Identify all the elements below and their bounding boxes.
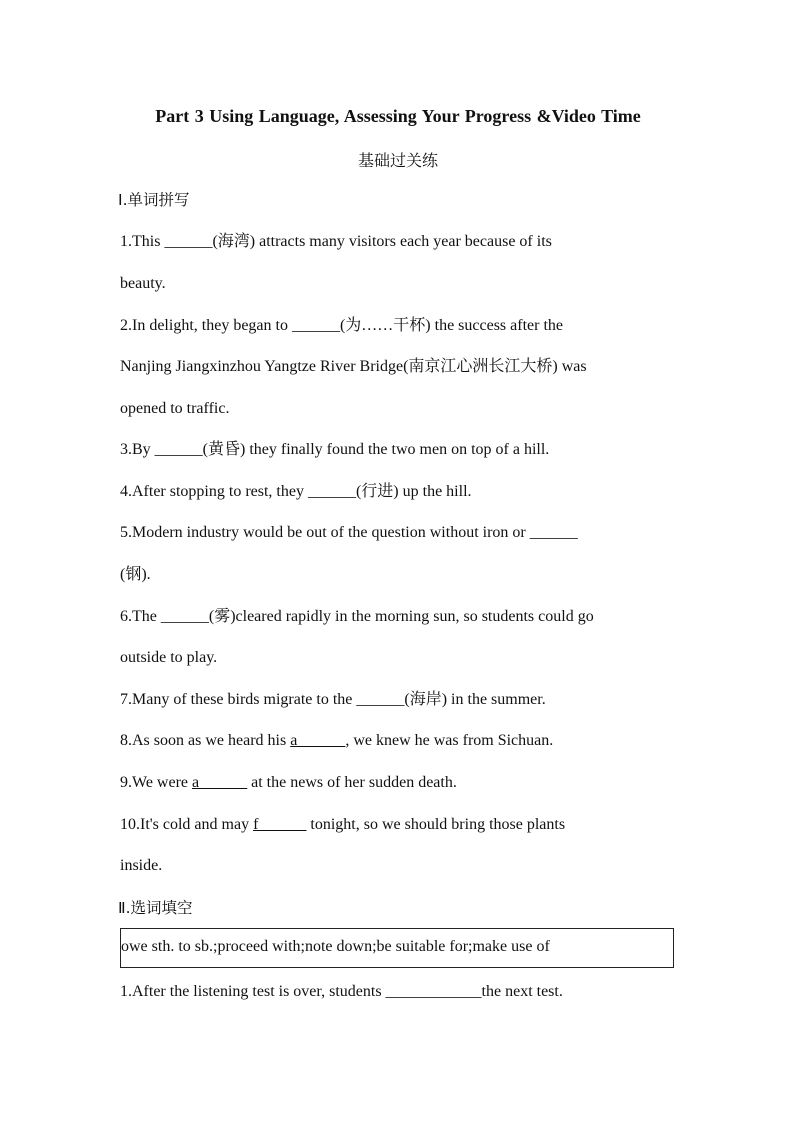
question-text: 10.It's cold and may (120, 816, 254, 833)
page-subtitle: 基础过关练 (357, 151, 438, 170)
word-bank-text: owe sth. to sb.;proceed with;note down;be suitable for;make use of (121, 938, 550, 955)
question-line: 5.Modern industry would be out of the question without iron or ______ (120, 524, 578, 541)
answer-blank[interactable]: a______ (192, 774, 248, 791)
question-line: (钢). (120, 566, 151, 583)
question-text: 9.We were (120, 774, 193, 791)
question-line: 4.After stopping to rest, they ______(行进) up the hill. (120, 483, 472, 500)
question-line-10 (120, 815, 565, 835)
question-line: 1.After the listening test is over, students ____________the next test. (120, 983, 563, 1000)
answer-blank[interactable]: f______ (253, 816, 307, 833)
question-line: opened to traffic. (120, 400, 230, 417)
question-text: tonight, so we should bring those plants (306, 816, 566, 833)
question-line-8 (120, 731, 553, 751)
question-line-9 (120, 773, 457, 793)
page-title: Part 3 Using Language, Assessing Your Progress &Video Time (155, 106, 641, 126)
question-line: outside to play. (120, 649, 218, 666)
question-line: 7.Many of these birds migrate to the ______(海岸) in the summer. (120, 691, 546, 708)
question-line: 3.By ______(黄昏) they finally found the two men on top of a hill. (120, 441, 550, 458)
word-bank-box (120, 928, 674, 968)
question-line: 1.This ______(海湾) attracts many visitors each year because of its (120, 233, 552, 250)
question-text: 8.As soon as we heard his (120, 732, 291, 749)
section-heading-spelling: Ⅰ.单词拼写 (118, 191, 190, 209)
question-line: Nanjing Jiangxinzhou Yangtze River Bridge(南京江心洲长江大桥) was (120, 358, 587, 375)
answer-blank[interactable]: a______ (290, 732, 346, 749)
question-text: at the news of her sudden death. (247, 774, 457, 791)
question-line: 2.In delight, they began to ______(为……干杯) the success after the (120, 317, 564, 334)
question-line: 6.The ______(雾)cleared rapidly in the morning sun, so students could go (120, 608, 594, 625)
section-heading-fill-in: Ⅱ.选词填空 (118, 899, 193, 917)
question-line: inside. (120, 857, 163, 874)
question-text: , we knew he was from Sichuan. (345, 732, 554, 749)
question-line: beauty. (120, 275, 166, 292)
